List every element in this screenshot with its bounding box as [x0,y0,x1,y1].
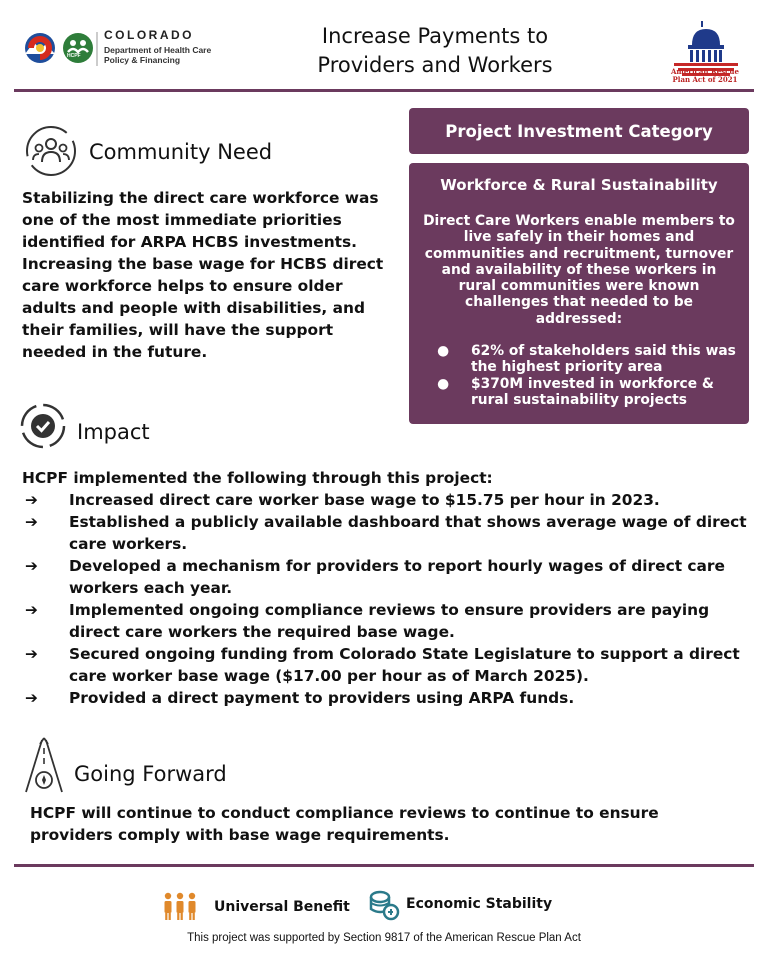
page-title [270,22,600,80]
list-item [22,599,752,643]
bullet-glyph: ● [437,343,450,359]
impact-list [22,489,752,709]
impact-item-text: Secured ongoing funding from Colorado State Legislature to support a direct care worker base wage ($17.00 per hour as of March 2025). [69,645,740,685]
people-group-icon [24,124,78,178]
investment-category-header [409,108,749,154]
arrow-glyph: ➔ [25,491,38,509]
list-item [433,343,743,376]
arpa-line-2: Plan Act of 2021 [672,75,738,84]
org-name: COLORADO [104,28,194,42]
header-divider [14,89,754,92]
impact-item-text: Established a publicly available dashboard that shows average wage of direct care workers. [69,513,747,553]
arrow-glyph: ➔ [25,601,38,619]
funding-note: This project was supported by Section 9817 of the American Rescue Plan Act [187,932,581,944]
list-item [22,555,752,599]
hcpf-badge: HCPF [67,53,81,59]
check-target-icon [18,401,68,451]
road-compass-icon [22,736,66,794]
going-forward-heading: Going Forward [74,762,227,786]
list-item [22,687,752,709]
arpa-wordmark [662,68,748,84]
arpa-line-1: American Rescue [671,67,739,76]
investment-bullets [433,343,743,408]
community-need-text: Stabilizing the direct care workforce was one of the most immediate priorities identified for ARPA HCBS investments. Increasing the base wage for HCBS direct care workforce helps to ensure older adults and people with disabilities, and their families, will have the support needed in the future. [22,189,384,361]
investment-category-name: Workforce & Rural Sustainability [440,176,718,194]
title-line-2: Providers and Workers [317,53,553,77]
title-line-1: Increase Payments to [321,24,549,48]
bullet-glyph: ● [437,375,450,392]
list-item [433,376,743,409]
impact-heading: Impact [77,420,150,444]
org-department: Department of Health Care Policy & Financing [104,45,212,65]
community-need-heading: Community Need [89,140,273,164]
people-icon [162,891,198,921]
footer-divider [14,864,754,867]
impact-item-text: Implemented ongoing compliance reviews to ensure providers are paying direct care workers the required base wage. [69,601,710,641]
economic-stability-label: Economic Stability [406,896,553,912]
bullet-text: 62% of stakeholders said this was the highest priority area [471,343,736,376]
list-item [22,643,752,687]
universal-benefit-label: Universal Benefit [214,899,350,915]
coins-icon [368,889,400,921]
arrow-glyph: ➔ [25,513,38,531]
list-item [22,489,752,511]
impact-item-text: Developed a mechanism for providers to report hourly wages of direct care workers each year. [69,557,725,597]
going-forward-text: HCPF will continue to conduct compliance reviews to continue to ensure providers comply with base wage requirements. [30,804,659,844]
impact-item-text: Provided a direct payment to providers using ARPA funds. [69,689,575,707]
list-item [22,511,752,555]
arrow-glyph: ➔ [25,689,38,707]
investment-description: Direct Care Workers enable members to live safely in their homes and communities and recruitment, turnover and availability of these workers in rural communities were known challenges that needed to be addressed: [423,213,735,327]
investment-header-label: Project Investment Category [445,121,713,141]
arrow-glyph: ➔ [25,557,38,575]
arrow-glyph: ➔ [25,645,38,663]
bullet-text: $370M invested in workforce & rural sustainability projects [471,375,714,408]
impact-intro: HCPF implemented the following through this project: [22,469,493,487]
investment-category-panel [409,163,749,424]
impact-item-text: Increased direct care worker base wage to $15.75 per hour in 2023. [69,491,660,509]
